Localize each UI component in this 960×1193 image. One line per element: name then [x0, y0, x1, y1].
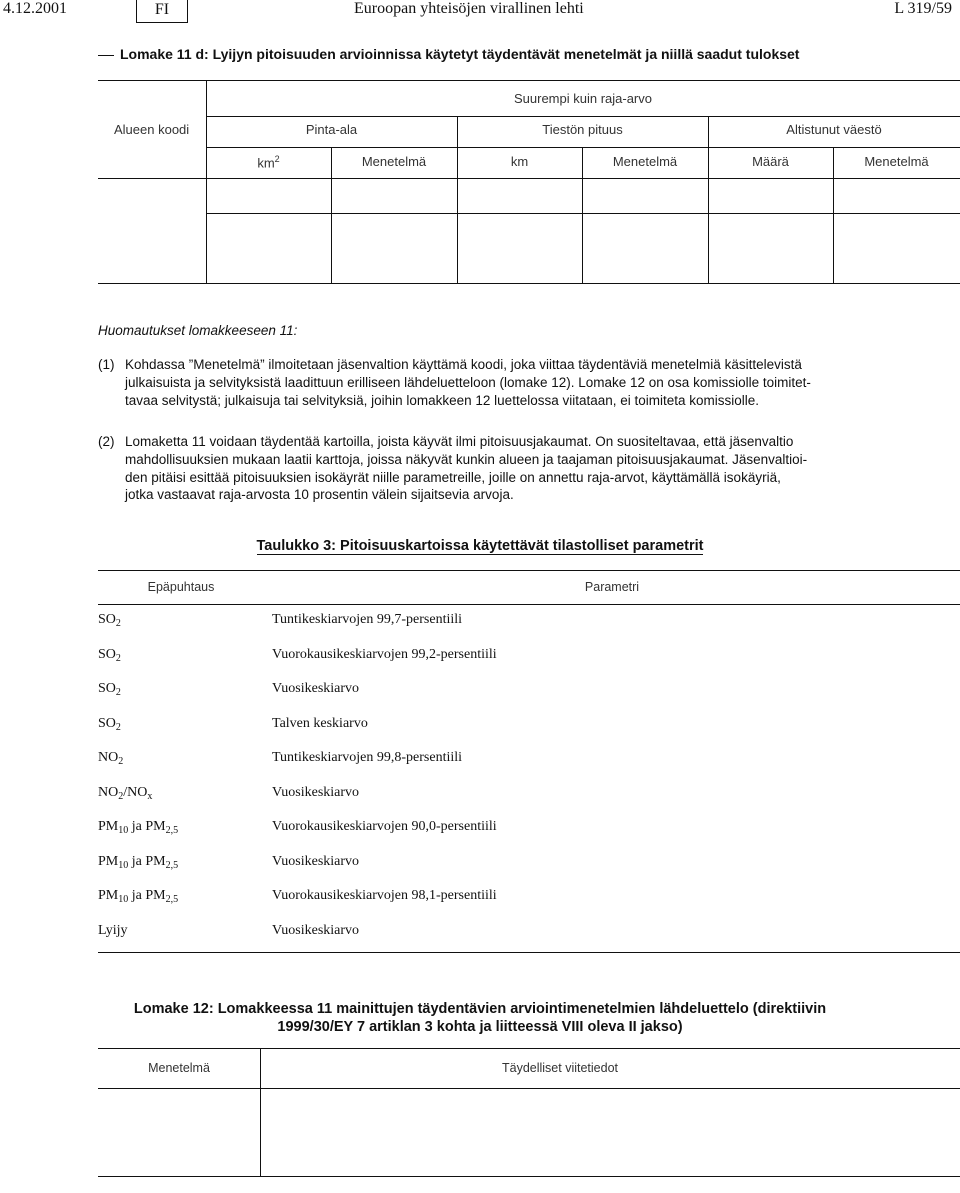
- header-language-box: FI: [136, 0, 188, 23]
- col-pollutant: Epäpuhtaus: [147, 580, 215, 594]
- unit-km-sup: 2: [274, 154, 280, 164]
- parameter-cell: Vuosikeskiarvo: [272, 784, 360, 800]
- col-area: Pinta-ala: [305, 122, 358, 137]
- pollutant-cell: $NO_2/NO_x$: [98, 784, 153, 802]
- title-dash: [98, 55, 114, 56]
- notes-heading: Huomautukset lomakkeeseen 11:: [98, 323, 298, 338]
- col-amount: Määrä: [752, 154, 789, 169]
- form-11d-table: [98, 80, 960, 284]
- page-number: L 319/59: [894, 0, 952, 17]
- col-method-3: Menetelmä: [864, 154, 929, 169]
- col-km2: [206, 154, 331, 170]
- col-full-references: Täydelliset viitetiedot: [501, 1061, 619, 1075]
- pollutant-cell: $NO_2$: [98, 750, 124, 767]
- rule: [98, 570, 960, 571]
- parameter-cell: Talven keskiarvo: [272, 715, 368, 731]
- journal-title: Euroopan yhteisöjen virallinen lehti: [354, 0, 584, 17]
- rule: [206, 80, 207, 284]
- parameter-cell: Vuorokausikeskiarvojen 90,0-persentiili: [272, 819, 497, 834]
- note-number: (1): [98, 357, 115, 372]
- pollutant-cell: $PM_{10}$ ja $PM_{2,5}$: [98, 888, 179, 905]
- pollutant-cell: $PM_{10}$ ja $PM_{2,5}$: [98, 853, 179, 871]
- note-line: mahdollisuuksien mukaan laatii karttoja, joissa näkyvät kunkin alueen ja taajaman pitoisuusjakaumat. Jäsenvaltioi-: [125, 451, 808, 467]
- pollutant-cell: $SO_2$: [98, 681, 121, 698]
- rule: [206, 213, 960, 214]
- rule: [98, 1048, 960, 1049]
- pollutant-cell: Lyijy: [98, 922, 128, 938]
- note-line: den pitäisi esittää pitoisuuksien isokäyrät niille parametreille, joille on annettu raja-arvot, käyttämällä isokäyriä,: [125, 469, 781, 485]
- rule: [98, 952, 960, 953]
- form-11d-title-text: Lomake 11 d: Lyijyn pitoisuuden arvioinnissa käytetyt täydentävät menetelmät ja niillä saadut tulokset: [120, 46, 800, 62]
- pollutant-cell: $SO_2$: [98, 646, 121, 664]
- parameter-cell: Vuorokausikeskiarvojen 98,1-persentiili: [272, 888, 497, 903]
- note-line: julkaisuista ja selvityksistä laadittuun erilliseen lähdeluetteloon (lomake 12). Lomake 12 on osa komissiolle toimitet-: [125, 374, 811, 390]
- unit-km: km: [257, 155, 275, 171]
- rule: [206, 147, 960, 148]
- note-line: Kohdassa ”Menetelmä” ilmoitetaan jäsenvaltion käyttämä koodi, joka viittaa täydentäviä menetelmiä käsittelevistä: [125, 357, 802, 372]
- parameter-cell: Tuntikeskiarvojen 99,8-persentiili: [272, 750, 463, 765]
- rule: [98, 178, 960, 179]
- pollutant-cell: $SO_2$: [98, 715, 121, 733]
- form-11d-title: [98, 46, 799, 62]
- col-exposed-population: Altistunut väestö: [786, 122, 882, 137]
- table-3-caption: [0, 538, 960, 554]
- form-12-title-line: Lomake 12: Lomakkeessa 11 mainittujen täydentävien arviointimenetelmien lähdeluettelo (direktiivin: [133, 1001, 827, 1017]
- rule: [457, 116, 458, 284]
- form-12-title: [0, 1000, 960, 1036]
- col-km: km: [510, 154, 529, 169]
- parameter-cell: Vuosikeskiarvo: [272, 853, 360, 869]
- parameter-cell: Tuntikeskiarvojen 99,7-persentiili: [272, 612, 463, 627]
- col-parameter: Parametri: [584, 580, 640, 594]
- rule: [98, 1176, 960, 1177]
- rule: [708, 116, 709, 284]
- rule: [98, 1088, 960, 1089]
- note-line: jotka vastaavat raja-arvosta 10 prosentin välein sijaitsevia arvoja.: [125, 487, 514, 503]
- rule: [98, 80, 960, 81]
- col-group-over-limit: Suurempi kuin raja-arvo: [513, 91, 652, 106]
- parameter-cell: Vuosikeskiarvo: [272, 922, 360, 938]
- note-line: tavaa selvitystä; julkaisuja tai selvityksiä, joihin lomakkeen 12 luettelossa viitataan, ei toimiteta komissiolle.: [125, 392, 760, 408]
- note-line: Lomaketta 11 voidaan täydentää kartoilla, joista käyvät ilmi pitoisuusjakaumat. On suositeltavaa, että jäsenvaltio: [125, 434, 794, 449]
- header-date: 4.12.2001: [3, 0, 67, 17]
- rule: [206, 116, 960, 117]
- col-method-2: Menetelmä: [612, 154, 678, 169]
- rule: [98, 604, 960, 605]
- parameter-cell: Vuosikeskiarvo: [272, 681, 360, 696]
- form-12-title-line: 1999/30/EY 7 artiklan 3 kohta ja liitteessä VIII oleva II jakso): [277, 1019, 683, 1035]
- col-method: Menetelmä: [148, 1061, 210, 1075]
- pollutant-cell: $SO_2$: [98, 612, 121, 629]
- col-area-code: Alueen koodi: [114, 122, 190, 137]
- pollutant-cell: $PM_{10}$ ja $PM_{2,5}$: [98, 819, 179, 836]
- rule: [98, 283, 960, 284]
- note-number: (2): [98, 434, 115, 449]
- col-road-length: Tiestön pituus: [542, 122, 623, 137]
- note-1: [98, 356, 958, 409]
- parameter-cell: Vuorokausikeskiarvojen 99,2-persentiili: [272, 646, 497, 662]
- col-method-1: Menetelmä: [361, 154, 427, 169]
- table-3-caption-text: Taulukko 3: Pitoisuuskartoissa käytettävät tilastolliset parametrit: [256, 538, 704, 554]
- note-2: [98, 433, 958, 504]
